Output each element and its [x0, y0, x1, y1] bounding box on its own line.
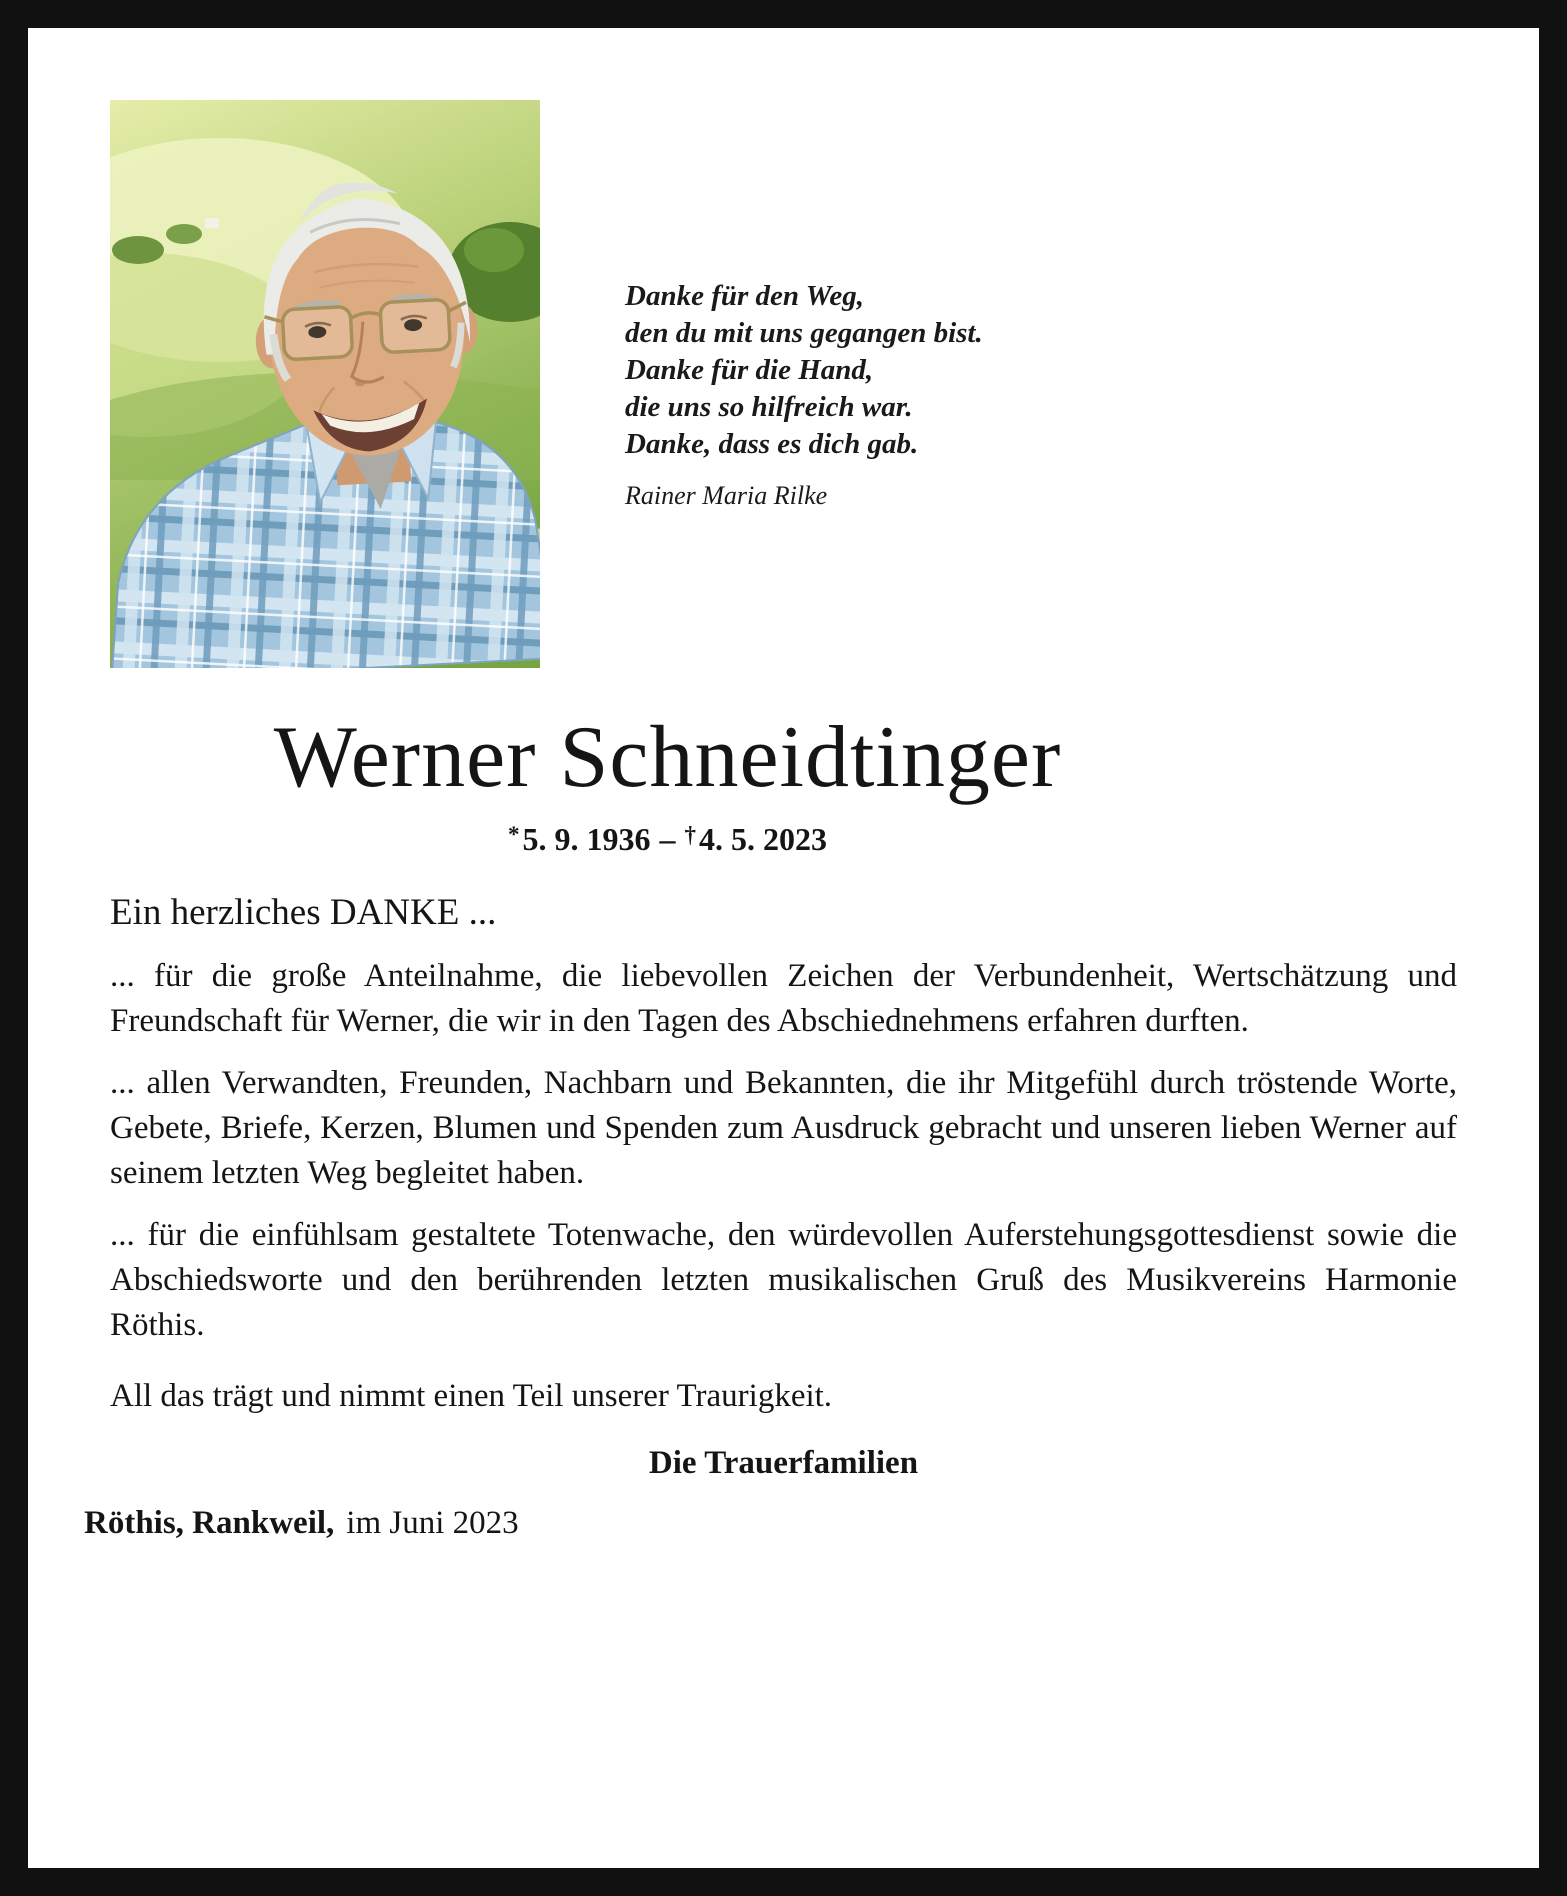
quote-line-4: die uns so hilfreich war.	[625, 391, 913, 423]
portrait-illustration	[110, 100, 540, 668]
death-date: 4. 5. 2023	[699, 821, 828, 858]
quote-line-5: Danke, dass es dich gab.	[625, 428, 919, 460]
dates-separator: –	[659, 821, 676, 858]
quote-line-2: den du mit uns gegangen bist.	[625, 317, 983, 349]
quote-line-1: Danke für den Weg,	[625, 280, 864, 312]
memorial-quote	[625, 278, 983, 514]
thanks-body	[110, 954, 1457, 1419]
thanks-paragraph-1: ... für die große Anteilnahme, die liebevollen Zeichen der Verbundenheit, Wertschätzung und Freundschaft für Werner, die wir in den Tagen des Abschiednehmens erfahren durften.	[110, 958, 1457, 1040]
quote-line-3: Danke für die Hand,	[625, 354, 874, 386]
birth-symbol: *	[507, 821, 520, 847]
birth-date: 5. 9. 1936	[522, 821, 651, 858]
thanks-paragraph-2: ... allen Verwandten, Freunden, Nachbarn und Bekannten, die ihr Mitgefühl durch tröstende Worte, Gebete, Briefe, Kerzen, Blumen und Spenden zum Ausdruck gebracht und unseren lieben Werner auf seinem letzten Weg begleitet haben.	[110, 1065, 1457, 1192]
header-section	[110, 100, 1457, 668]
death-symbol: †	[684, 821, 697, 847]
signature: Die Trauerfamilien	[648, 1445, 919, 1482]
places-text: Röthis, Rankweil,	[84, 1505, 335, 1542]
obituary-page	[28, 28, 1539, 1868]
thanks-heading: Ein herzliches DANKE ...	[110, 892, 497, 934]
place-date-line	[84, 1501, 1457, 1545]
portrait-photo	[110, 100, 540, 668]
dateline-date: im Juni 2023	[346, 1505, 519, 1542]
life-dates	[110, 814, 1225, 859]
thanks-paragraph-3: ... für die einfühlsam gestaltete Totenwache, den würdevollen Auferstehungsgottesdienst sowie die Abschiedsworte und den berührenden letzten musikalischen Gruß des Musikvereins Harmonie Röthis.	[110, 1217, 1457, 1344]
closing-sentence: All das trägt und nimmt einen Teil unserer Traurigkeit.	[110, 1378, 833, 1415]
deceased-name: Werner Schneidtinger	[273, 709, 1062, 806]
quote-attribution: Rainer Maria Rilke	[625, 481, 828, 510]
